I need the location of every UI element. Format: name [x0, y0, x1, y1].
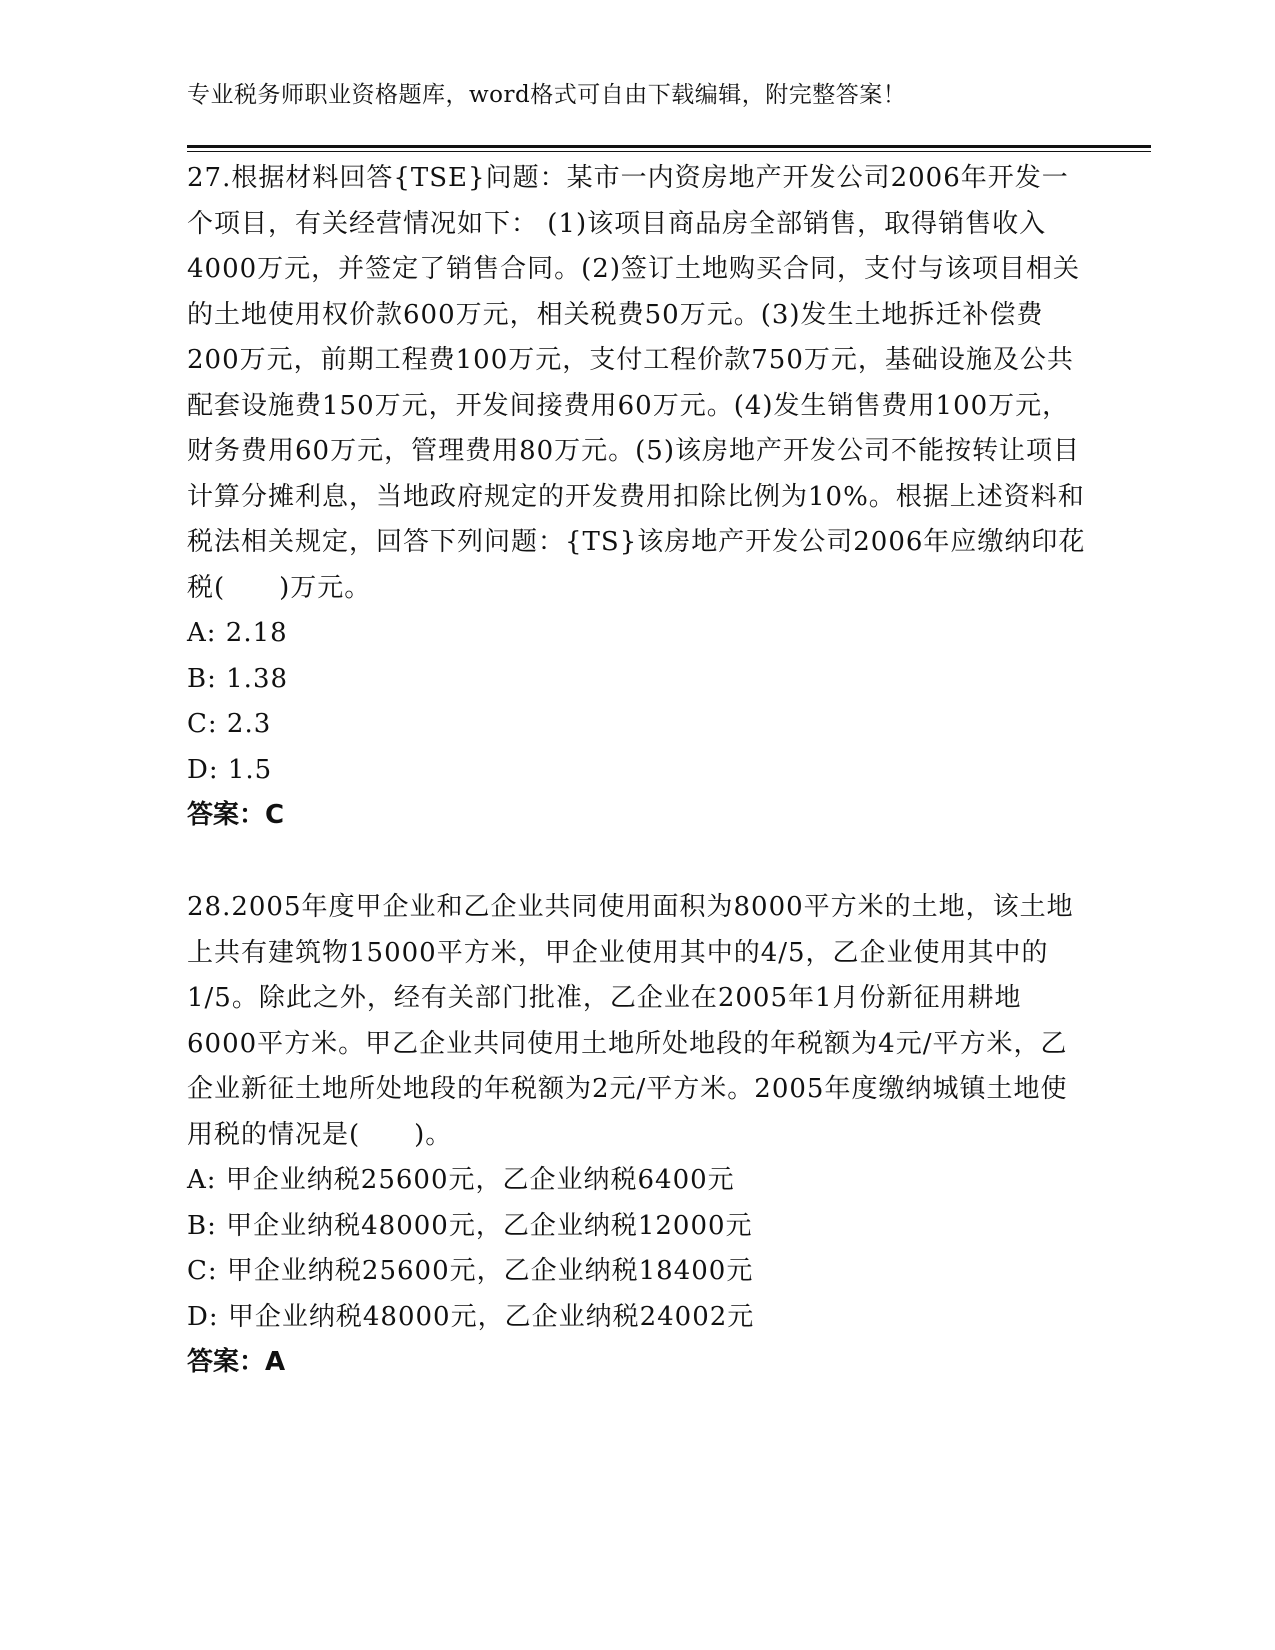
option-c: C: 2.3 [187, 709, 272, 739]
option-b: B: 甲企业纳税48000元，乙企业纳税12000元 [187, 1210, 753, 1241]
page-header: 专业税务师职业资格题库，word格式可自由下载编辑，附完整答案！ [187, 82, 907, 108]
question-28 [187, 885, 1087, 1386]
option-d: D: 甲企业纳税48000元，乙企业纳税24002元 [187, 1301, 755, 1332]
header-rule-thick [187, 145, 1151, 148]
answer-line: 答案：C [187, 800, 285, 830]
question-text: 27.根据材料回答{TSE}问题：某市一内资房地产开发公司2006年开发一个项目，有关经营情况如下： (1)该项目商品房全部销售，取得销售收入4000万元，并签定了销售合同。(2)签订土地购买合同，支付与该项目相关的土地使用权价款600万元，相关税费50万元。(3)发生土地拆迁补偿费200万元，前期工程费100万元，支付工程价款750万元，基础设施及公共配套设施费150万元，开发间接费用60万元。(4)发生销售费用100万元，财务费用60万元，管理费用80万元。(5)该房地产开发公司不能按转让项目计算分摊利息，当地政府规定的开发费用扣除比例为10%。根据上述资料和税法相关规定，回答下列问题：{TS}该房地产开发公司2006年应缴纳印花税( )万元。 [187, 163, 1086, 603]
header-rule-thin [187, 151, 1151, 152]
question-27 [187, 156, 1087, 839]
option-a: A: 2.18 [187, 618, 288, 648]
option-a: A: 甲企业纳税25600元，乙企业纳税6400元 [187, 1165, 735, 1195]
answer-line: 答案：A [187, 1347, 286, 1377]
option-d: D: 1.5 [187, 754, 273, 785]
option-c: C: 甲企业纳税25600元，乙企业纳税18400元 [187, 1256, 754, 1286]
option-b: B: 1.38 [187, 663, 289, 694]
question-text: 28.2005年度甲企业和乙企业共同使用面积为8000平方米的土地，该土地上共有建筑物15000平方米，甲企业使用其中的4/5，乙企业使用其中的1/5。除此之外，经有关部门批准，乙企业在2005年1月份新征用耕地6000平方米。甲乙企业共同使用土地所处地段的年税额为4元/平方米，乙企业新征土地所处地段的年税额为2元/平方米。2005年度缴纳城镇土地使用税的情况是( )。 [187, 892, 1074, 1150]
